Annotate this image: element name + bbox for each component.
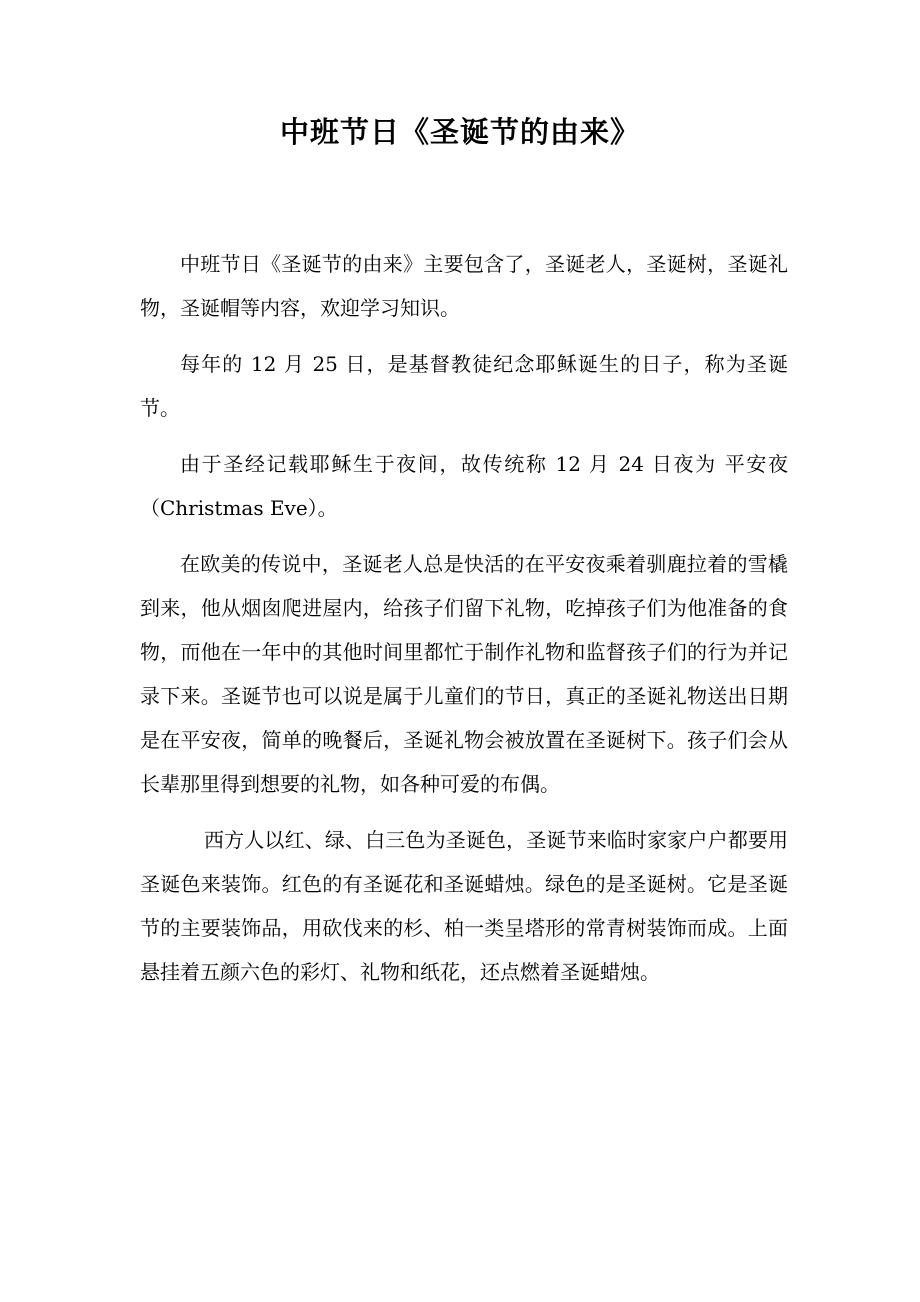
paragraph-date: 每年的 12 月 25 日，是基督教徒纪念耶稣诞生的日子，称为圣诞节。 [140, 352, 788, 420]
document-title: 中班节日《圣诞节的由来》 [279, 115, 640, 149]
paragraph-christmas-colors: 西方人以红、绿、白三色为圣诞色，圣诞节来临时家家户户都要用圣诞色来装饰。红色的有圣诞花和圣诞蜡烛。绿色的是圣诞树。它是圣诞节的主要装饰品，用砍伐来的杉、柏一类呈塔形的常青树装饰而成。上面悬挂着五颜六色的彩灯、礼物和纸花，还点燃着圣诞蜡烛。 [140, 828, 788, 984]
paragraph-intro: 中班节日《圣诞节的由来》主要包含了，圣诞老人，圣诞树，圣诞礼物，圣诞帽等内容，欢迎学习知识。 [140, 252, 788, 320]
paragraph-santa-legend: 在欧美的传说中，圣诞老人总是快活的在平安夜乘着驯鹿拉着的雪橇到来，他从烟囱爬进屋内，给孩子们留下礼物，吃掉孩子们为他准备的食物，而他在一年中的其他时间里都忙于制作礼物和监督孩子们的行为并记录下来。圣诞节也可以说是属于儿童们的节日，真正的圣诞礼物送出日期是在平安夜，简单的晚餐后，圣诞礼物会被放置在圣诞树下。孩子们会从长辈那里得到想要的礼物，如各种可爱的布偶。 [140, 552, 788, 796]
paragraph-christmas-eve: 由于圣经记载耶稣生于夜间，故传统称 12 月 24 日夜为 平安夜（Christmas Eve）。 [140, 452, 788, 520]
document-body [140, 242, 788, 994]
